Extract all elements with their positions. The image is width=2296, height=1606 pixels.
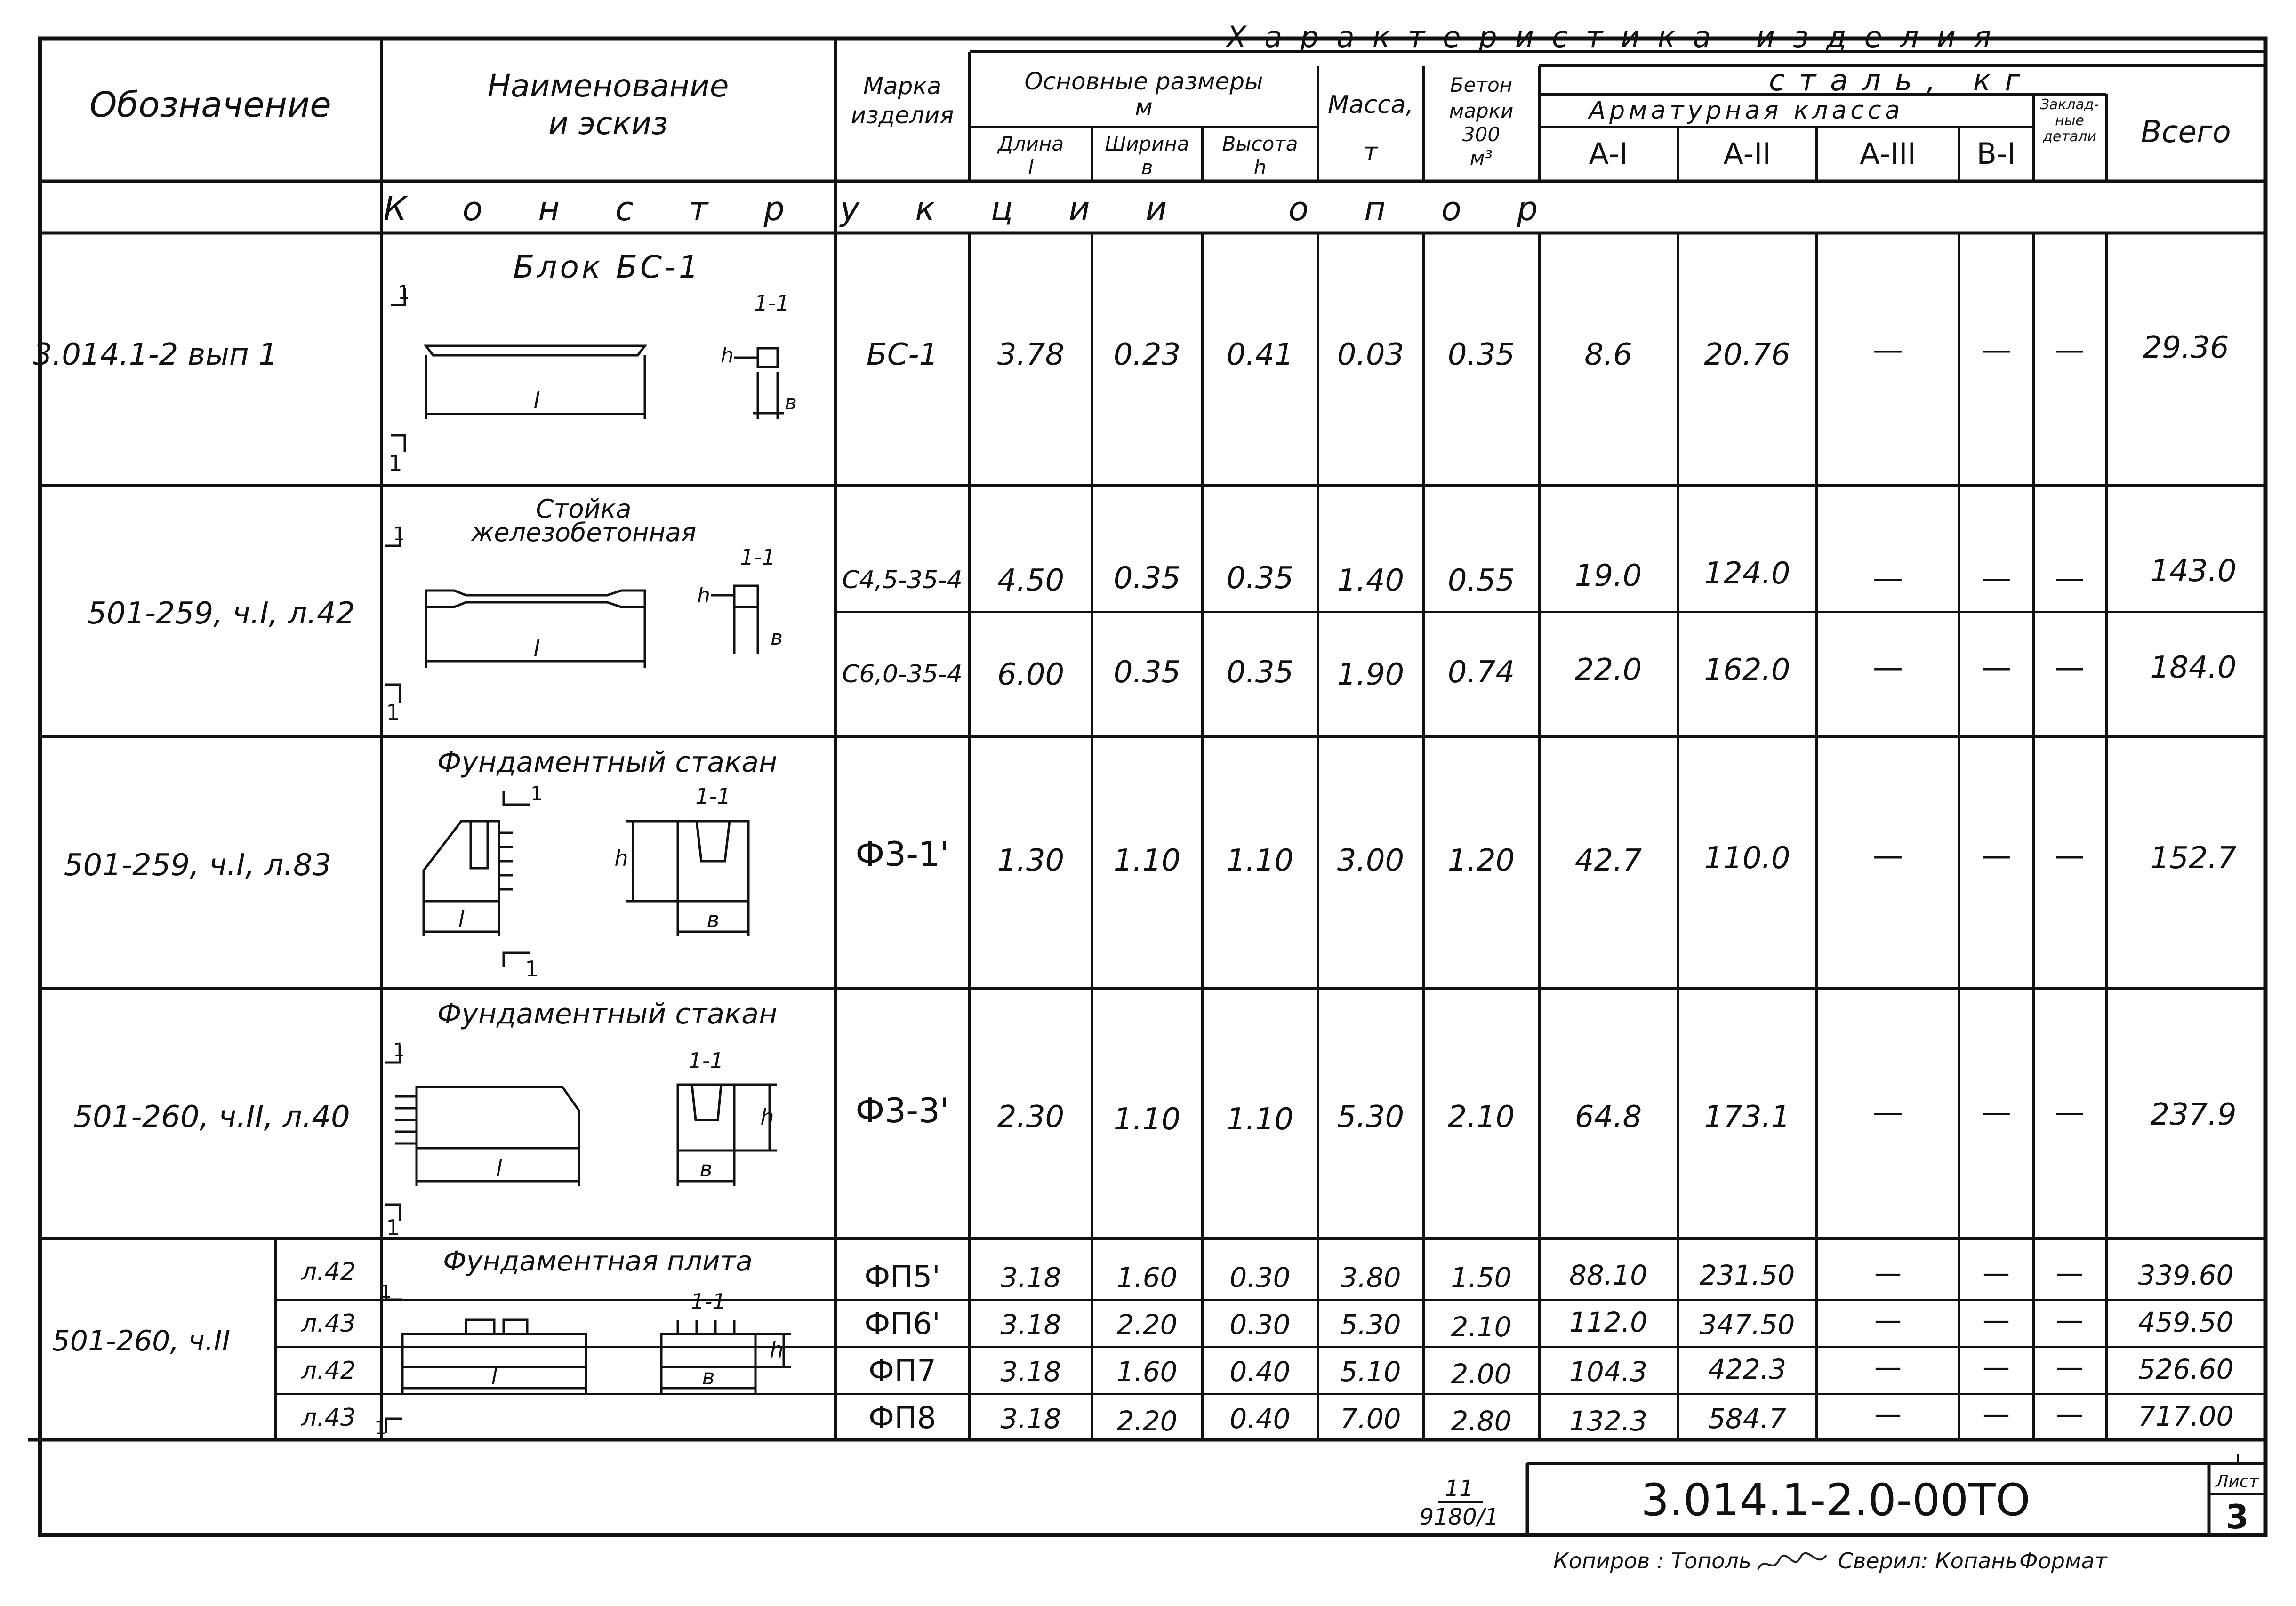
cell-width: 1.10 xyxy=(1113,1102,1181,1137)
cell-width: 1.60 xyxy=(1116,1262,1178,1294)
table-row xyxy=(864,1257,2233,1294)
header-concrete-line4: м³ xyxy=(1469,146,1493,169)
dim-label-h-5: h xyxy=(770,1337,784,1363)
cell-a1: 19.0 xyxy=(1574,559,1642,593)
sketch-block-bs1 xyxy=(391,288,784,452)
cell-mark: С4,5-35-4 xyxy=(842,566,963,594)
cell-width: 2.20 xyxy=(1116,1309,1178,1341)
cell-width: 2.20 xyxy=(1116,1405,1178,1437)
section-label-3: 1-1 xyxy=(695,783,731,809)
cell-b1: — xyxy=(1981,561,2011,596)
table-row xyxy=(868,1398,2233,1437)
dim-label-h-3: h xyxy=(614,846,628,871)
mark-one-3b: 1 xyxy=(525,956,539,982)
sketch-title-cup-1: Фундаментный стакан xyxy=(437,746,778,779)
header-rebar: Арматурная класса xyxy=(1589,96,1904,125)
cell-a3: — xyxy=(1874,1351,1902,1383)
cell-height: 0.30 xyxy=(1229,1262,1291,1294)
section-label-4: 1-1 xyxy=(688,1048,724,1073)
mark-one-1a: 1 xyxy=(398,282,410,304)
cell-a3: — xyxy=(1874,1304,1902,1336)
cell-a3: — xyxy=(1873,333,1903,368)
mark-one-2a: 1 xyxy=(393,523,405,545)
cell-concrete: 1.50 xyxy=(1451,1262,1512,1294)
cell-b1: — xyxy=(1983,1304,2010,1336)
cell-width: 0.23 xyxy=(1113,337,1181,372)
dim-label-l-4: l xyxy=(496,1156,502,1182)
cell-a1: 42.7 xyxy=(1574,843,1642,878)
dim-label-b-5: в xyxy=(702,1364,715,1390)
cell-embedded: — xyxy=(2055,839,2085,873)
sheet-ref-4: л.43 xyxy=(301,1404,356,1432)
cell-width: 1.10 xyxy=(1113,843,1181,878)
sheet-ref-1: л.42 xyxy=(301,1258,356,1286)
header-embedded-line1: Заклад- xyxy=(2040,96,2099,113)
cell-embedded: — xyxy=(2056,1304,2083,1336)
cell-embedded: — xyxy=(2056,1351,2083,1383)
cell-mark: ФП8 xyxy=(868,1401,936,1436)
copied-by: Копиров : Тополь xyxy=(1553,1548,1751,1574)
cell-a1: 104.3 xyxy=(1569,1356,1648,1388)
header-mass-line2: т xyxy=(1363,138,1378,166)
cell-a1: 64.8 xyxy=(1574,1100,1642,1135)
header-concrete-line1: Бетон xyxy=(1450,73,1513,96)
mark-one-3a: 1 xyxy=(530,783,543,805)
sheet-number: 3 xyxy=(2225,1498,2249,1536)
cell-a2: 173.1 xyxy=(1704,1100,1790,1135)
cell-total: 152.7 xyxy=(2150,841,2237,876)
table-row xyxy=(864,1304,2233,1343)
cell-total: 143.0 xyxy=(2150,554,2237,589)
cell-height: 0.41 xyxy=(1226,337,1294,372)
table-row xyxy=(855,1091,2236,1137)
cell-height: 0.40 xyxy=(1229,1403,1291,1435)
sheet-label: Лист xyxy=(2216,1472,2259,1491)
cell-b1: — xyxy=(1983,1398,2010,1430)
sketch-titles xyxy=(437,249,778,1277)
cell-mass: 5.30 xyxy=(1337,1100,1405,1135)
cell-length: 3.18 xyxy=(1000,1356,1061,1388)
cell-total: 459.50 xyxy=(2138,1306,2234,1338)
designation-group-3: 501-259, ч.I, л.83 xyxy=(64,848,332,883)
dim-label-h-1: h xyxy=(721,344,734,368)
cell-length: 2.30 xyxy=(997,1100,1065,1135)
section-label-5: 1-1 xyxy=(690,1289,726,1314)
header-mass-line1: Масса, xyxy=(1327,91,1414,119)
cell-mark: ФП7 xyxy=(868,1354,936,1389)
cell-a1: 132.3 xyxy=(1569,1405,1648,1437)
cell-a2: 584.7 xyxy=(1708,1403,1787,1435)
designation-group-2: 501-259, ч.I, л.42 xyxy=(87,596,355,631)
document-code: 3.014.1-2.0-00ТО xyxy=(1641,1475,2031,1526)
cell-a3: — xyxy=(1873,561,1903,596)
header-a3: А-III xyxy=(1860,136,1916,171)
cell-b1: — xyxy=(1981,333,2011,368)
cell-length: 3.18 xyxy=(1000,1403,1061,1435)
mark-one-2b: 1 xyxy=(386,700,400,725)
header-height-line1: Высота xyxy=(1222,132,1298,155)
header-width-line1: Ширина xyxy=(1105,132,1189,155)
header-main-dims-line1: Основные размеры xyxy=(1024,68,1263,95)
cell-width: 0.35 xyxy=(1113,561,1181,596)
designation-group-5: 501-260, ч.II xyxy=(52,1325,231,1358)
cell-embedded: — xyxy=(2055,1095,2085,1130)
cell-height: 0.40 xyxy=(1229,1356,1291,1388)
cell-a3: — xyxy=(1873,839,1903,873)
mark-one-4a: 1 xyxy=(393,1039,405,1061)
header-steel: сталь, кг xyxy=(1769,63,2034,97)
cell-total: 237.9 xyxy=(2150,1097,2237,1132)
header-designation: Обозначение xyxy=(89,85,331,125)
table-row xyxy=(855,834,2237,878)
header-total: Всего xyxy=(2141,115,2231,150)
section-label-1: 1-1 xyxy=(754,290,790,316)
cell-b1: — xyxy=(1983,1257,2010,1289)
sketch-reinforced-column xyxy=(385,527,758,703)
header-characteristics: Характеристика изделия xyxy=(1226,20,2009,54)
designation-group-4: 501-260, ч.II, л.40 xyxy=(73,1100,350,1135)
header-a1: А-I xyxy=(1589,136,1628,171)
inventory-number-bottom: 9180/1 xyxy=(1419,1504,1499,1530)
cell-b1: — xyxy=(1983,1351,2010,1383)
cell-mark: ФП5' xyxy=(864,1260,940,1294)
cell-mark: БС-1 xyxy=(866,337,939,372)
dim-label-l-2: l xyxy=(533,635,540,662)
cell-embedded: — xyxy=(2055,333,2085,368)
table-row xyxy=(868,1351,2233,1390)
cell-mass: 1.90 xyxy=(1337,657,1405,692)
cell-mark: Ф3-3' xyxy=(855,1091,949,1130)
cell-total: 184.0 xyxy=(2150,650,2237,685)
header-name-line2: и эскиз xyxy=(548,105,668,142)
sketch-title-block: Блок БС-1 xyxy=(513,249,701,285)
cell-total: 526.60 xyxy=(2138,1353,2234,1385)
designations xyxy=(33,337,356,1432)
dim-label-b-3: в xyxy=(706,907,720,932)
header-mark-line2: изделия xyxy=(851,102,954,129)
section-label-2: 1-1 xyxy=(740,544,776,570)
sheet-ref-3: л.42 xyxy=(301,1357,356,1385)
dim-label-h-4: h xyxy=(760,1104,774,1130)
cell-mass: 1.40 xyxy=(1337,563,1405,598)
sheet-format: Формат xyxy=(2019,1548,2107,1574)
cell-length: 6.00 xyxy=(997,657,1065,692)
cell-embedded: — xyxy=(2055,561,2085,596)
dim-label-l-5: l xyxy=(491,1364,498,1390)
sketch-title-column-1: Стойка xyxy=(536,494,632,524)
cell-a3: — xyxy=(1873,650,1903,685)
cell-a2: 110.0 xyxy=(1704,841,1790,876)
cell-mass: 5.30 xyxy=(1340,1309,1401,1341)
cell-a2: 231.50 xyxy=(1699,1259,1795,1291)
table-row xyxy=(867,330,2229,372)
cell-length: 3.78 xyxy=(997,337,1065,372)
cell-mark: ФП6' xyxy=(864,1307,940,1342)
cell-length: 3.18 xyxy=(1000,1309,1061,1341)
header-embedded-line3: детали xyxy=(2043,128,2096,145)
cell-height: 0.35 xyxy=(1226,655,1294,690)
mark-one-5b: 1 xyxy=(374,1417,386,1439)
cell-mass: 3.00 xyxy=(1337,843,1405,878)
cell-total: 29.36 xyxy=(2143,330,2229,365)
cell-a1: 88.10 xyxy=(1569,1259,1648,1291)
cell-mass: 3.80 xyxy=(1340,1262,1401,1294)
cell-concrete: 0.55 xyxy=(1447,563,1515,598)
cell-height: 1.10 xyxy=(1226,1102,1294,1137)
sketch-title-column-2: железобетонная xyxy=(471,518,697,547)
header-concrete-line3: 300 xyxy=(1462,123,1501,146)
cell-concrete: 2.10 xyxy=(1451,1311,1512,1343)
cell-concrete: 0.74 xyxy=(1447,655,1515,690)
cell-a3: — xyxy=(1874,1398,1902,1430)
cell-total: 717.00 xyxy=(2138,1400,2234,1432)
dim-label-l-3: l xyxy=(458,906,465,933)
cell-total: 339.60 xyxy=(2138,1259,2234,1291)
cell-a2: 347.50 xyxy=(1699,1309,1795,1341)
sketch-title-slab: Фундаментная плита xyxy=(443,1245,753,1277)
cell-b1: — xyxy=(1981,839,2011,873)
cell-a2: 162.0 xyxy=(1704,653,1790,687)
cell-length: 4.50 xyxy=(997,563,1065,598)
header-main-dims-line2: м xyxy=(1135,94,1153,121)
header-height-line2: h xyxy=(1253,156,1267,179)
cell-mass: 0.03 xyxy=(1337,337,1405,372)
cell-a1: 22.0 xyxy=(1574,653,1642,687)
mark-one-1b: 1 xyxy=(388,450,402,476)
cell-height: 0.30 xyxy=(1229,1309,1291,1341)
header-length-line1: Длина xyxy=(997,132,1064,155)
cell-concrete: 2.10 xyxy=(1447,1100,1515,1135)
cell-a3: — xyxy=(1874,1257,1902,1289)
cell-mass: 7.00 xyxy=(1340,1403,1401,1435)
cell-a2: 20.76 xyxy=(1704,337,1790,372)
section-title: Конструкции опор xyxy=(383,190,1594,228)
dim-label-b-1: в xyxy=(785,391,797,415)
cell-concrete: 2.00 xyxy=(1451,1358,1512,1390)
inventory-number-top: 11 xyxy=(1445,1476,1474,1502)
header-b1: В-I xyxy=(1976,136,2016,171)
table-header xyxy=(89,20,2231,179)
cell-a3: — xyxy=(1873,1095,1903,1130)
cell-a2: 124.0 xyxy=(1704,556,1790,591)
cell-height: 1.10 xyxy=(1226,843,1294,878)
mark-one-4b: 1 xyxy=(386,1215,400,1240)
cell-width: 1.60 xyxy=(1116,1356,1178,1388)
mark-one-5a: 1 xyxy=(380,1281,392,1302)
cell-a2: 422.3 xyxy=(1708,1353,1787,1385)
cell-b1: — xyxy=(1981,1095,2011,1130)
dim-label-b-2: в xyxy=(771,626,783,650)
cell-length: 3.18 xyxy=(1000,1262,1061,1294)
cell-a1: 112.0 xyxy=(1569,1306,1648,1338)
dim-label-l-1: l xyxy=(533,387,540,414)
cell-embedded: — xyxy=(2055,650,2085,685)
sketch-foundation-slab xyxy=(386,1285,791,1433)
cell-embedded: — xyxy=(2056,1398,2083,1430)
handwritten-signature xyxy=(1756,1546,1831,1579)
checked-by: Сверил: Копань xyxy=(1838,1548,2018,1574)
header-embedded-line2: ные xyxy=(2055,112,2084,129)
cell-height: 0.35 xyxy=(1226,561,1294,596)
cell-mass: 5.10 xyxy=(1340,1356,1401,1388)
header-mark-line1: Марка xyxy=(863,72,942,100)
sketch-title-cup-2: Фундаментный стакан xyxy=(437,998,778,1031)
header-length-line2: l xyxy=(1028,156,1034,179)
cell-mark: Ф3-1' xyxy=(855,834,949,874)
header-a2: А-II xyxy=(1723,136,1771,171)
cell-b1: — xyxy=(1981,650,2011,685)
sketch-foundation-cup-1 xyxy=(424,791,748,967)
cell-a1: 8.6 xyxy=(1584,337,1632,372)
cell-length: 1.30 xyxy=(997,843,1065,878)
dim-label-b-4: в xyxy=(699,1156,713,1182)
cell-mark: С6,0-35-4 xyxy=(842,660,963,688)
header-concrete-line2: марки xyxy=(1449,99,1514,122)
cell-concrete: 1.20 xyxy=(1447,843,1515,878)
cell-embedded: — xyxy=(2056,1257,2083,1289)
cell-concrete: 2.80 xyxy=(1451,1405,1512,1437)
header-name-line1: Наименование xyxy=(487,68,729,104)
cell-concrete: 0.35 xyxy=(1447,337,1515,372)
designation-group-1: 3.014.1-2 вып 1 xyxy=(33,337,278,372)
cell-width: 0.35 xyxy=(1113,655,1181,690)
header-width-line2: в xyxy=(1141,156,1153,179)
sheet-ref-2: л.43 xyxy=(301,1310,356,1338)
dim-label-h-2: h xyxy=(697,583,710,607)
